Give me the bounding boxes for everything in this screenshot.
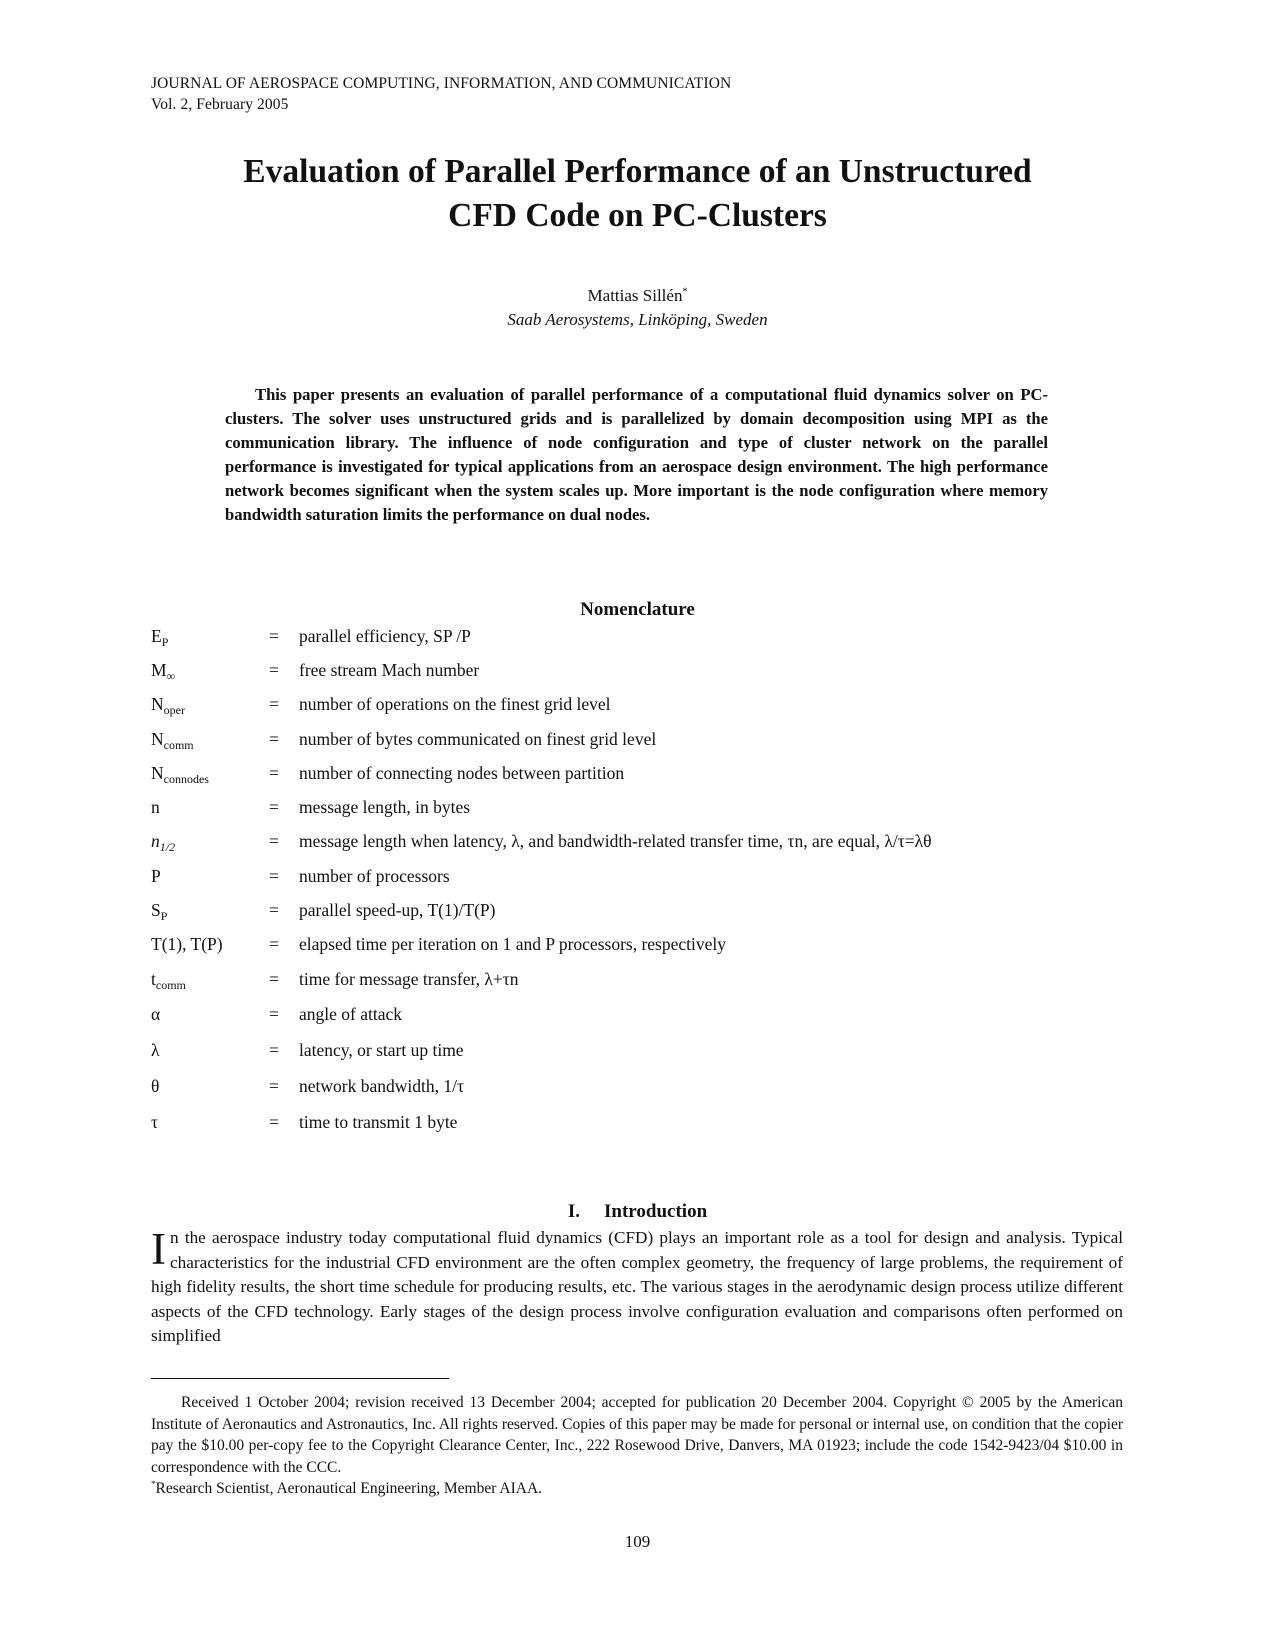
symbol-base: N — [151, 694, 164, 714]
nomenclature-symbol — [151, 1076, 261, 1097]
symbol-base: E — [151, 626, 162, 646]
symbol-subscript: connodes — [163, 772, 209, 786]
journal-header — [151, 73, 731, 115]
symbol-base: N — [151, 763, 164, 783]
symbol-base: n — [151, 797, 160, 817]
nomenclature-definition: parallel efficiency, SP /P — [299, 626, 471, 646]
nomenclature-definition: number of processors — [299, 866, 450, 886]
nomenclature-symbol — [151, 934, 261, 955]
equals-sign: = — [269, 660, 279, 680]
nomenclature-symbol — [151, 1004, 261, 1025]
nomenclature-symbol — [151, 660, 261, 684]
equals-sign: = — [269, 866, 279, 886]
symbol-base: T(1), T(P) — [151, 934, 223, 954]
drop-cap: I — [151, 1224, 166, 1274]
nomenclature-heading: Nomenclature — [580, 599, 695, 620]
introduction-text: n the aerospace industry today computational fluid dynamics (CFD) plays an important role as a tool for design and analysis. Typical characteristics for the industrial CFD environment are the often complex geometry, the frequency of large problems, the requirement of high fidelity results, the short time schedule for producing results, etc. The various stages in the aerodynamic design process utilize different aspects of the CFD technology. Early stages of the design process involve configuration evaluation and comparisons often performed on simplified — [151, 1228, 1123, 1345]
title-line-2: CFD Code on PC-Clusters — [448, 197, 827, 234]
symbol-subscript: ∞ — [166, 669, 176, 683]
author-footnote-text: Research Scientist, Aeronautical Engineering, Member AIAA. — [155, 1480, 543, 1497]
nomenclature-symbol — [151, 969, 261, 993]
symbol-subscript: comm — [163, 738, 194, 752]
equals-sign: = — [269, 763, 279, 783]
introduction-body — [151, 1226, 1123, 1349]
equals-sign: = — [269, 969, 279, 989]
author-footnote-marker: * — [682, 286, 688, 298]
symbol-subscript: 1/2 — [159, 840, 176, 854]
nomenclature-symbol — [151, 797, 261, 818]
nomenclature-definition: message length when latency, λ, and bandwidth-related transfer time, τn, are equal, λ/τ=λθ — [299, 831, 932, 851]
author-name: Mattias Sillén — [587, 286, 683, 305]
nomenclature-definition: number of connecting nodes between partition — [299, 763, 625, 783]
equals-sign: = — [269, 900, 279, 920]
title-line-1: Evaluation of Parallel Performance of an Unstructured — [243, 153, 1032, 190]
equals-sign: = — [269, 626, 279, 646]
symbol-base: n — [151, 831, 160, 851]
nomenclature-definition: time for message transfer, λ+τn — [299, 969, 519, 989]
section-number: I. — [567, 1201, 581, 1222]
equals-sign: = — [269, 1004, 279, 1024]
nomenclature-symbol — [151, 694, 261, 718]
nomenclature-definition: number of bytes communicated on finest grid level — [299, 729, 657, 749]
author-affiliation: Saab Aerosystems, Linköping, Sweden — [507, 310, 768, 329]
equals-sign: = — [269, 1076, 279, 1096]
symbol-base: τ — [151, 1112, 159, 1132]
nomenclature-symbol — [151, 900, 261, 924]
nomenclature-symbol — [151, 1040, 261, 1061]
nomenclature-symbol — [151, 866, 261, 887]
equals-sign: = — [269, 831, 279, 851]
nomenclature-definition: angle of attack — [299, 1004, 403, 1024]
symbol-base: θ — [151, 1076, 160, 1096]
footnotes — [151, 1392, 1123, 1500]
nomenclature-definition: network bandwidth, 1/τ — [299, 1076, 464, 1096]
symbol-base: α — [151, 1004, 161, 1024]
symbol-base: P — [151, 866, 161, 886]
nomenclature-symbol — [151, 729, 261, 753]
symbol-base: M — [151, 660, 167, 680]
nomenclature-symbol — [151, 626, 261, 650]
nomenclature-definition: parallel speed-up, T(1)/T(P) — [299, 900, 496, 920]
equals-sign: = — [269, 797, 279, 817]
abstract: This paper presents an evaluation of parallel performance of a computational fluid dynamics solver on PC-clusters. The solver uses unstructured grids and is parallelized by domain decomposition using MPI as the communication library. The influence of node configuration and type of cluster network on the parallel performance is investigated for typical applications from an aerospace design environment. The high performance network becomes significant when the system scales up. More important is the node configuration where memory bandwidth saturation limits the performance on dual nodes. — [225, 385, 1048, 524]
author-footnote — [151, 1478, 1123, 1500]
received-footnote: Received 1 October 2004; revision received 13 December 2004; accepted for publication 20 December 2004. Copyright © 2005 by the American Institute of Aeronautics and Astronautics, Inc. All rights reserved. Copies of this paper may be made for personal or internal use, on condition that the copier pay the $10.00 per-copy fee to the Copyright Clearance Center, Inc., 222 Rosewood Drive, Danvers, MA 01923; include the code 1542-9423/04 $10.00 in correspondence with the CCC. — [151, 1394, 1123, 1476]
equals-sign: = — [269, 1040, 279, 1060]
author-line — [0, 285, 1275, 307]
symbol-base: t — [151, 969, 156, 989]
symbol-subscript: oper — [163, 703, 185, 717]
journal-volume: Vol. 2, February 2005 — [151, 96, 289, 113]
nomenclature-definition: elapsed time per iteration on 1 and P processors, respectively — [299, 934, 726, 954]
introduction-heading — [0, 1200, 1275, 1224]
nomenclature-definition: message length, in bytes — [299, 797, 471, 817]
symbol-base: S — [151, 900, 161, 920]
section-title: Introduction — [604, 1201, 708, 1222]
nomenclature-definition: latency, or start up time — [299, 1040, 464, 1060]
nomenclature-definition: time to transmit 1 byte — [299, 1112, 458, 1132]
equals-sign: = — [269, 694, 279, 714]
author-footnote-symbol: * — [151, 1478, 156, 1489]
equals-sign: = — [269, 729, 279, 749]
nomenclature-symbol — [151, 1112, 261, 1133]
symbol-subscript: comm — [155, 978, 186, 992]
equals-sign: = — [269, 1112, 279, 1132]
nomenclature-symbol — [151, 831, 261, 855]
page-number: 109 — [624, 1532, 651, 1551]
footnote-divider — [151, 1378, 449, 1379]
paper-title — [120, 150, 1155, 238]
equals-sign: = — [269, 934, 279, 954]
symbol-base: λ — [151, 1040, 160, 1060]
nomenclature-definition: number of operations on the finest grid level — [299, 694, 611, 714]
nomenclature-symbol — [151, 763, 261, 787]
nomenclature-definition: free stream Mach number — [299, 660, 480, 680]
symbol-base: N — [151, 729, 164, 749]
symbol-subscript: P — [161, 635, 169, 649]
symbol-subscript: P — [160, 909, 168, 923]
journal-name: JOURNAL OF AEROSPACE COMPUTING, INFORMATION, AND COMMUNICATION — [151, 75, 732, 92]
